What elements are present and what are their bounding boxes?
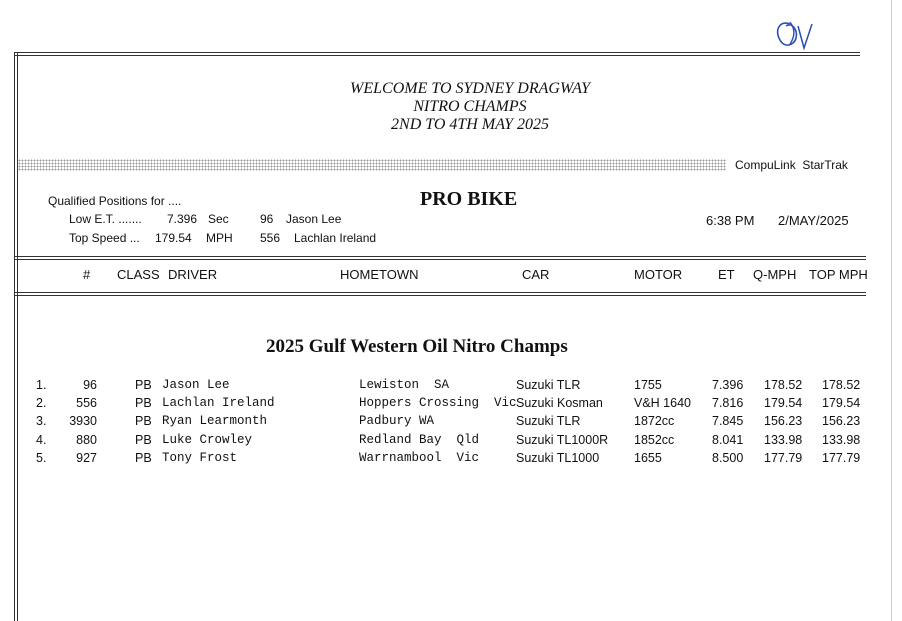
top-speed-unit: MPH [206, 231, 233, 245]
low-et-number: 96 [260, 212, 274, 226]
low-et-driver: Jason Lee [286, 212, 342, 226]
row-hometown: Warrnambool Vic [359, 451, 480, 465]
col-header-qmph: Q-MPH [753, 267, 797, 282]
column-header-top-rule [14, 256, 866, 257]
low-et-value: 7.396 [167, 212, 198, 226]
row-number: 96 [83, 378, 97, 392]
row-motor: V&H 1640 [634, 396, 691, 410]
col-header-car: CAR [522, 267, 550, 282]
row-position: 2. [36, 396, 47, 410]
left-border [14, 52, 15, 621]
row-car: Suzuki TL1000 [516, 451, 600, 465]
col-header-topmph: TOP MPH [809, 267, 868, 282]
row-driver: Tony Frost [162, 451, 238, 465]
top-rule [14, 52, 860, 53]
row-motor: 1755 [634, 378, 662, 392]
header-line-3: 2ND TO 4TH MAY 2025 [391, 116, 549, 133]
row-driver: Lachlan Ireland [162, 396, 275, 410]
row-position: 3. [36, 414, 47, 428]
row-hometown: Lewiston SA [359, 378, 450, 392]
row-motor: 1655 [634, 451, 662, 465]
top-speed-value: 179.54 [155, 231, 192, 245]
row-qmph: 156.23 [764, 414, 803, 428]
event-title: 2025 Gulf Western Oil Nitro Champs [266, 336, 568, 357]
left-border-inner [17, 52, 18, 621]
row-position: 1. [36, 378, 47, 392]
qualified-label: Qualified Positions for .... [48, 194, 182, 208]
row-class: PB [135, 414, 152, 428]
row-driver: Luke Crowley [162, 433, 253, 447]
col-header-hometown: HOMETOWN [340, 267, 419, 282]
top-speed-driver: Lachlan Ireland [294, 231, 377, 245]
dotted-separator [18, 159, 726, 171]
low-et-unit: Sec [208, 212, 229, 226]
row-car: Suzuki TLR [516, 414, 581, 428]
row-class: PB [135, 451, 152, 465]
row-et: 8.041 [712, 433, 744, 447]
col-header-driver: DRIVER [168, 267, 218, 282]
row-et: 7.845 [712, 414, 744, 428]
row-number: 880 [76, 433, 97, 447]
row-car: Suzuki TL1000R [516, 433, 609, 447]
row-et: 8.500 [712, 451, 744, 465]
row-car: Suzuki TLR [516, 378, 581, 392]
class-title: PRO BIKE [420, 188, 518, 210]
column-header-bottom-rule-2 [14, 295, 866, 296]
column-header-top-rule-2 [14, 259, 866, 260]
report-date: 2/MAY/2025 [778, 213, 849, 228]
row-number: 927 [76, 451, 97, 465]
system-name: CompuLink StarTrak [735, 158, 848, 172]
row-class: PB [135, 433, 152, 447]
header-line-2: NITRO CHAMPS [413, 98, 527, 115]
handwritten-page-mark [770, 18, 818, 52]
row-driver: Jason Lee [162, 378, 230, 392]
row-topmph: 133.98 [822, 433, 861, 447]
row-topmph: 156.23 [822, 414, 861, 428]
row-topmph: 178.52 [822, 378, 861, 392]
row-topmph: 177.79 [822, 451, 861, 465]
col-header-class: CLASS [117, 267, 160, 282]
low-et-label: Low E.T. ....... [69, 212, 142, 226]
row-motor: 1852cc [634, 433, 675, 447]
column-header-bottom-rule [14, 292, 866, 293]
row-number: 3930 [69, 414, 97, 428]
row-number: 556 [76, 396, 97, 410]
col-header-et: ET [718, 267, 735, 282]
row-et: 7.816 [712, 396, 744, 410]
row-motor: 1872cc [634, 414, 675, 428]
row-class: PB [135, 396, 152, 410]
row-qmph: 179.54 [764, 396, 803, 410]
right-page-edge [891, 0, 892, 621]
row-topmph: 179.54 [822, 396, 861, 410]
row-qmph: 178.52 [764, 378, 803, 392]
col-header-motor: MOTOR [634, 267, 683, 282]
top-speed-number: 556 [260, 231, 281, 245]
row-hometown: Redland Bay Qld [359, 433, 480, 447]
row-car: Suzuki Kosman [516, 396, 603, 410]
top-rule-second [14, 55, 860, 56]
report-time: 6:38 PM [706, 213, 755, 228]
row-class: PB [135, 378, 152, 392]
row-position: 4. [36, 433, 47, 447]
header-line-1: WELCOME TO SYDNEY DRAGWAY [350, 80, 590, 97]
row-et: 7.396 [712, 378, 744, 392]
row-driver: Ryan Learmonth [162, 414, 268, 428]
row-hometown: Hoppers Crossing Vic [359, 396, 517, 410]
col-header-num: # [83, 267, 91, 282]
row-position: 5. [36, 451, 47, 465]
row-qmph: 177.79 [764, 451, 803, 465]
top-speed-label: Top Speed ... [69, 231, 140, 245]
row-hometown: Padbury WA [359, 414, 435, 428]
row-qmph: 133.98 [764, 433, 803, 447]
